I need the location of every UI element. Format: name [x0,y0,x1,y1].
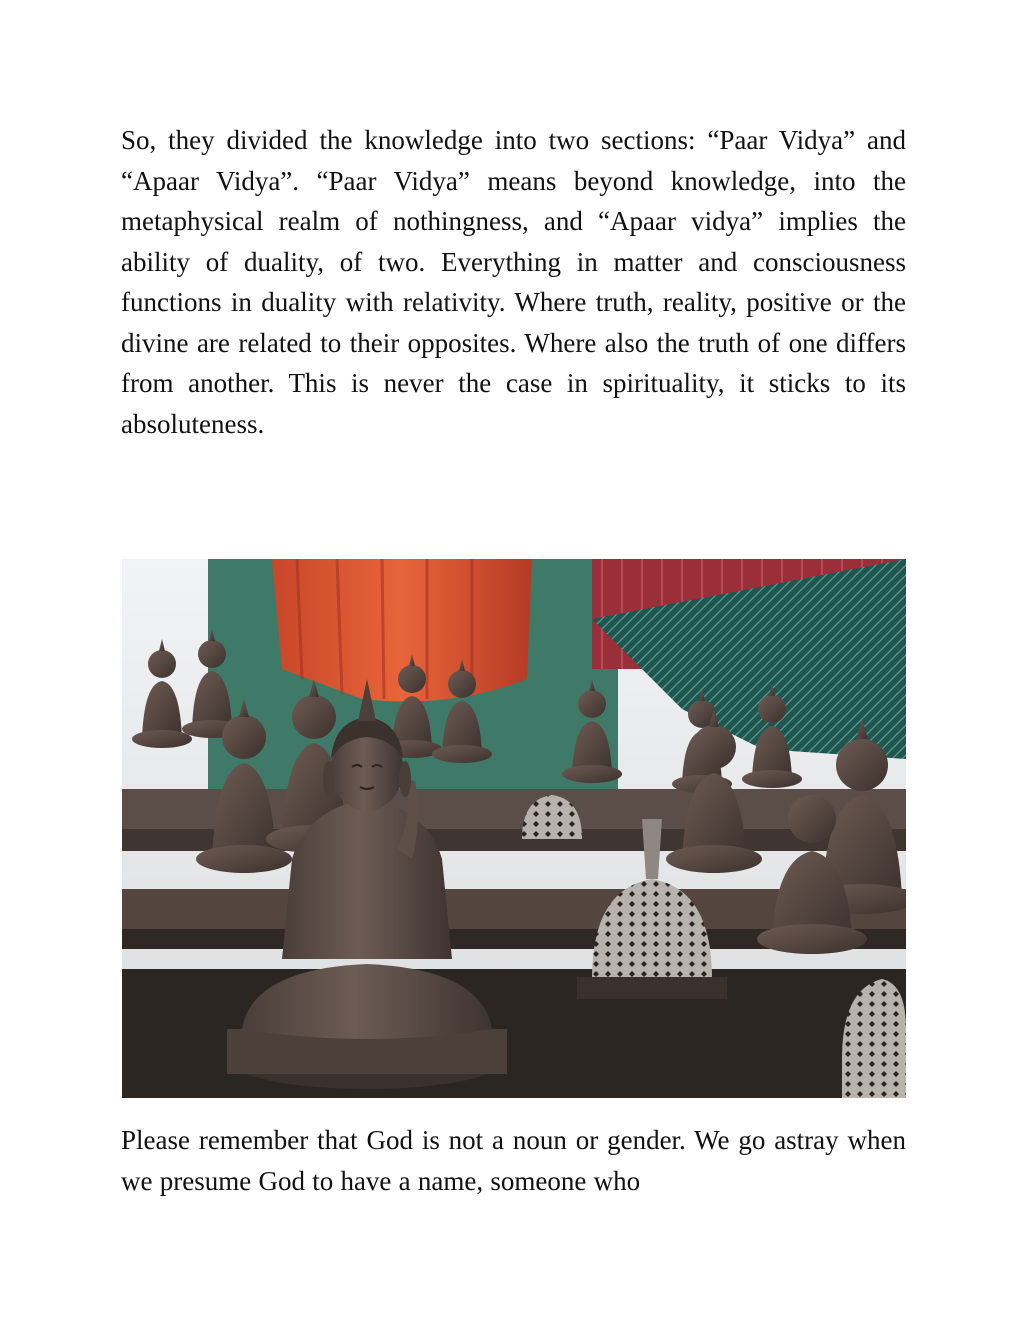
photo-illustration [122,559,906,1098]
body-paragraph: So, they divided the knowledge into two sections: “Paar Vidya” and “Apaar Vidya”. “Paar Vidya” means beyond knowledge, into the metaphysical realm of nothingness, and “Apaar vidya” implies the ability of duality, of two. Everything in matter and consciousness functions in duality with relativity. Where truth, reality, positive or the divine are related to their opposites. Where also the truth of one differs from another. This is never the case in spirituality, it sticks to its absoluteness. [121,125,906,439]
body-paragraph: Please remember that God is not a noun or gender. We go astray when we presume God to have a name, someone who [121,1125,906,1196]
buddha-statues-photo [122,559,906,1098]
